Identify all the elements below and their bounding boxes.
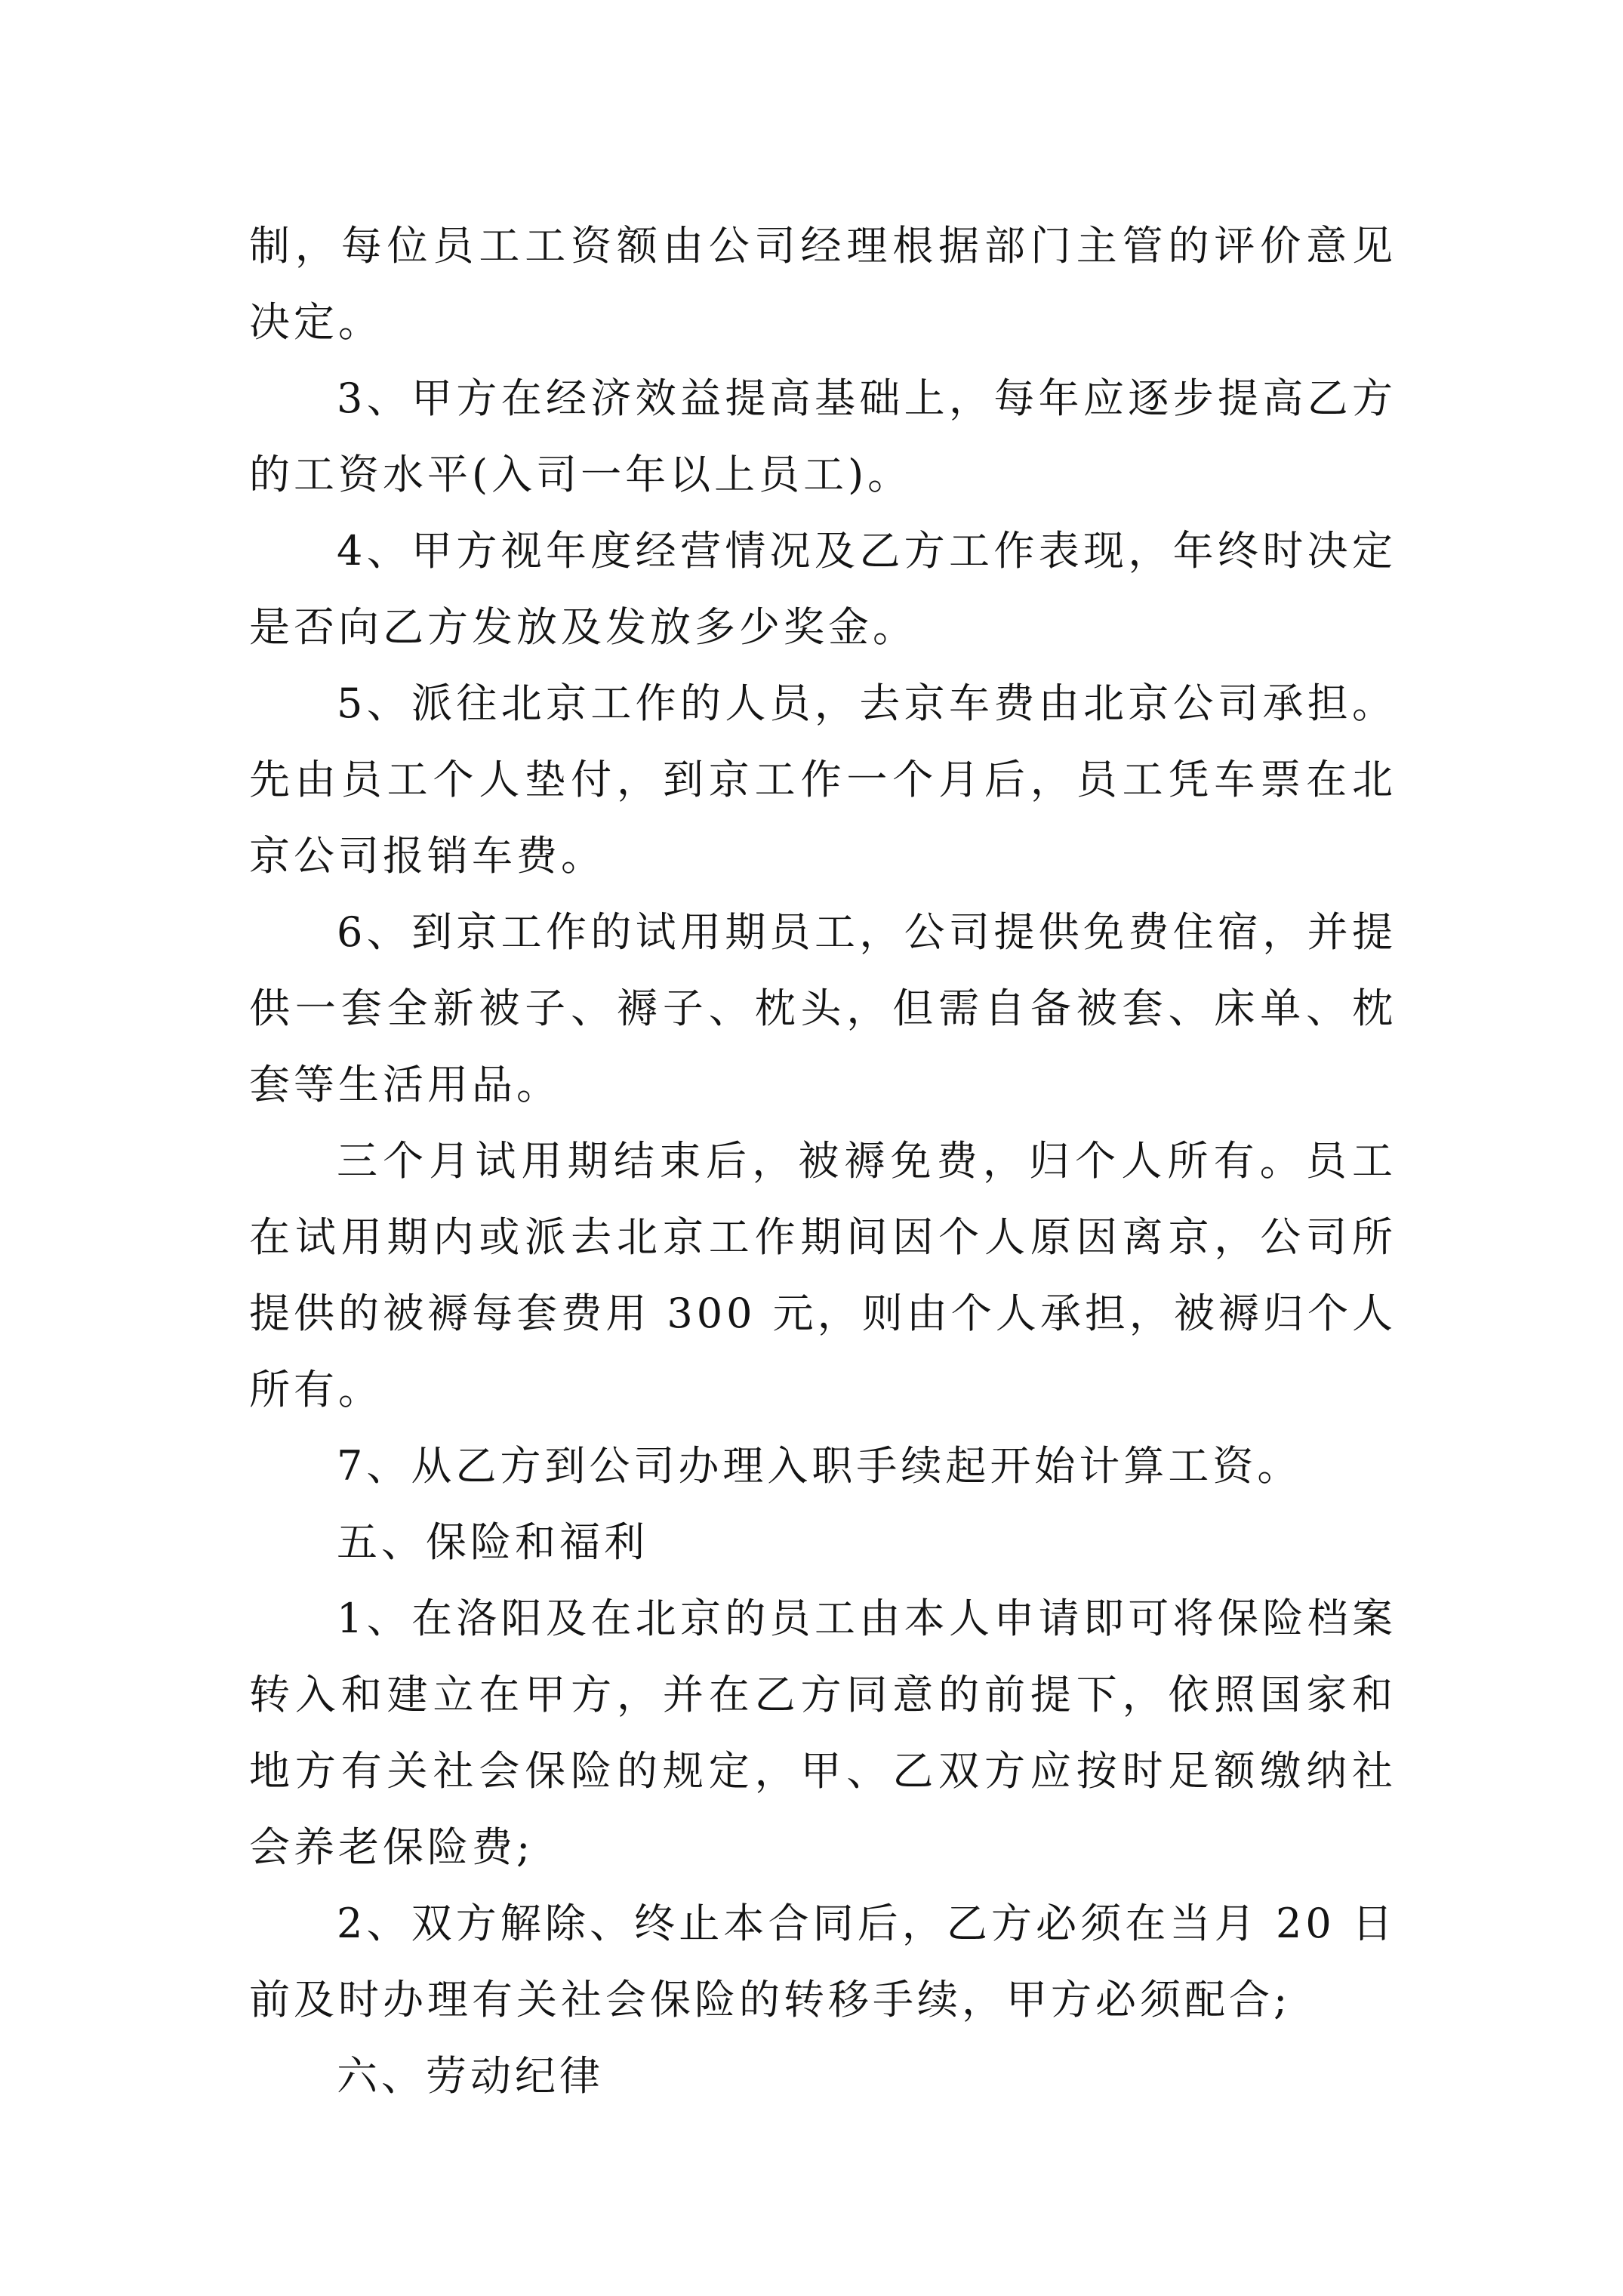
paragraph-insurance-2: 2、双方解除、终止本合同后，乙方必须在当月 20 日前及时办理有关社会保险的转移手续，甲方必须配合; — [249, 1900, 1397, 2023]
section-heading-discipline: 六、劳动纪律 — [337, 2052, 604, 2100]
paragraph-item-5: 5、派往北京工作的人员，去京车费由北京公司承担。先由员工个人垫付，到京工作一个月后，员工凭车票在北京公司报销车费。 — [249, 680, 1397, 880]
paragraph-item-7: 7、从乙方到公司办理入职手续起开始计算工资。 — [337, 1442, 1302, 1490]
paragraph-item-3: 3、甲方在经济效益提高基础上，每年应逐步提高乙方的工资水平(入司一年以上员工)。 — [249, 374, 1397, 498]
paragraph-salary-decision: 制，每位员工工资额由公司经理根据部门主管的评价意见决定。 — [249, 222, 1397, 346]
paragraph-probation: 三个月试用期结束后，被褥免费，归个人所有。员工在试用期内或派去北京工作期间因个人原因离京，公司所提供的被褥每套费用 300 元，则由个人承担，被褥归个人所有。 — [249, 1137, 1397, 1413]
paragraph-item-6: 6、到京工作的试用期员工，公司提供免费住宿，并提供一套全新被子、褥子、枕头，但需自备被套、床单、枕套等生活用品。 — [249, 908, 1397, 1108]
paragraph-item-4: 4、甲方视年度经营情况及乙方工作表现，年终时决定是否向乙方发放及发放多少奖金。 — [249, 527, 1397, 651]
document-body — [249, 208, 1397, 2114]
paragraph-insurance-1: 1、在洛阳及在北京的员工由本人申请即可将保险档案转入和建立在甲方，并在乙方同意的前提下，依照国家和地方有关社会保险的规定，甲、乙双方应按时足额缴纳社会养老保险费; — [249, 1595, 1397, 1871]
section-heading-insurance: 五、保险和福利 — [337, 1518, 648, 1566]
